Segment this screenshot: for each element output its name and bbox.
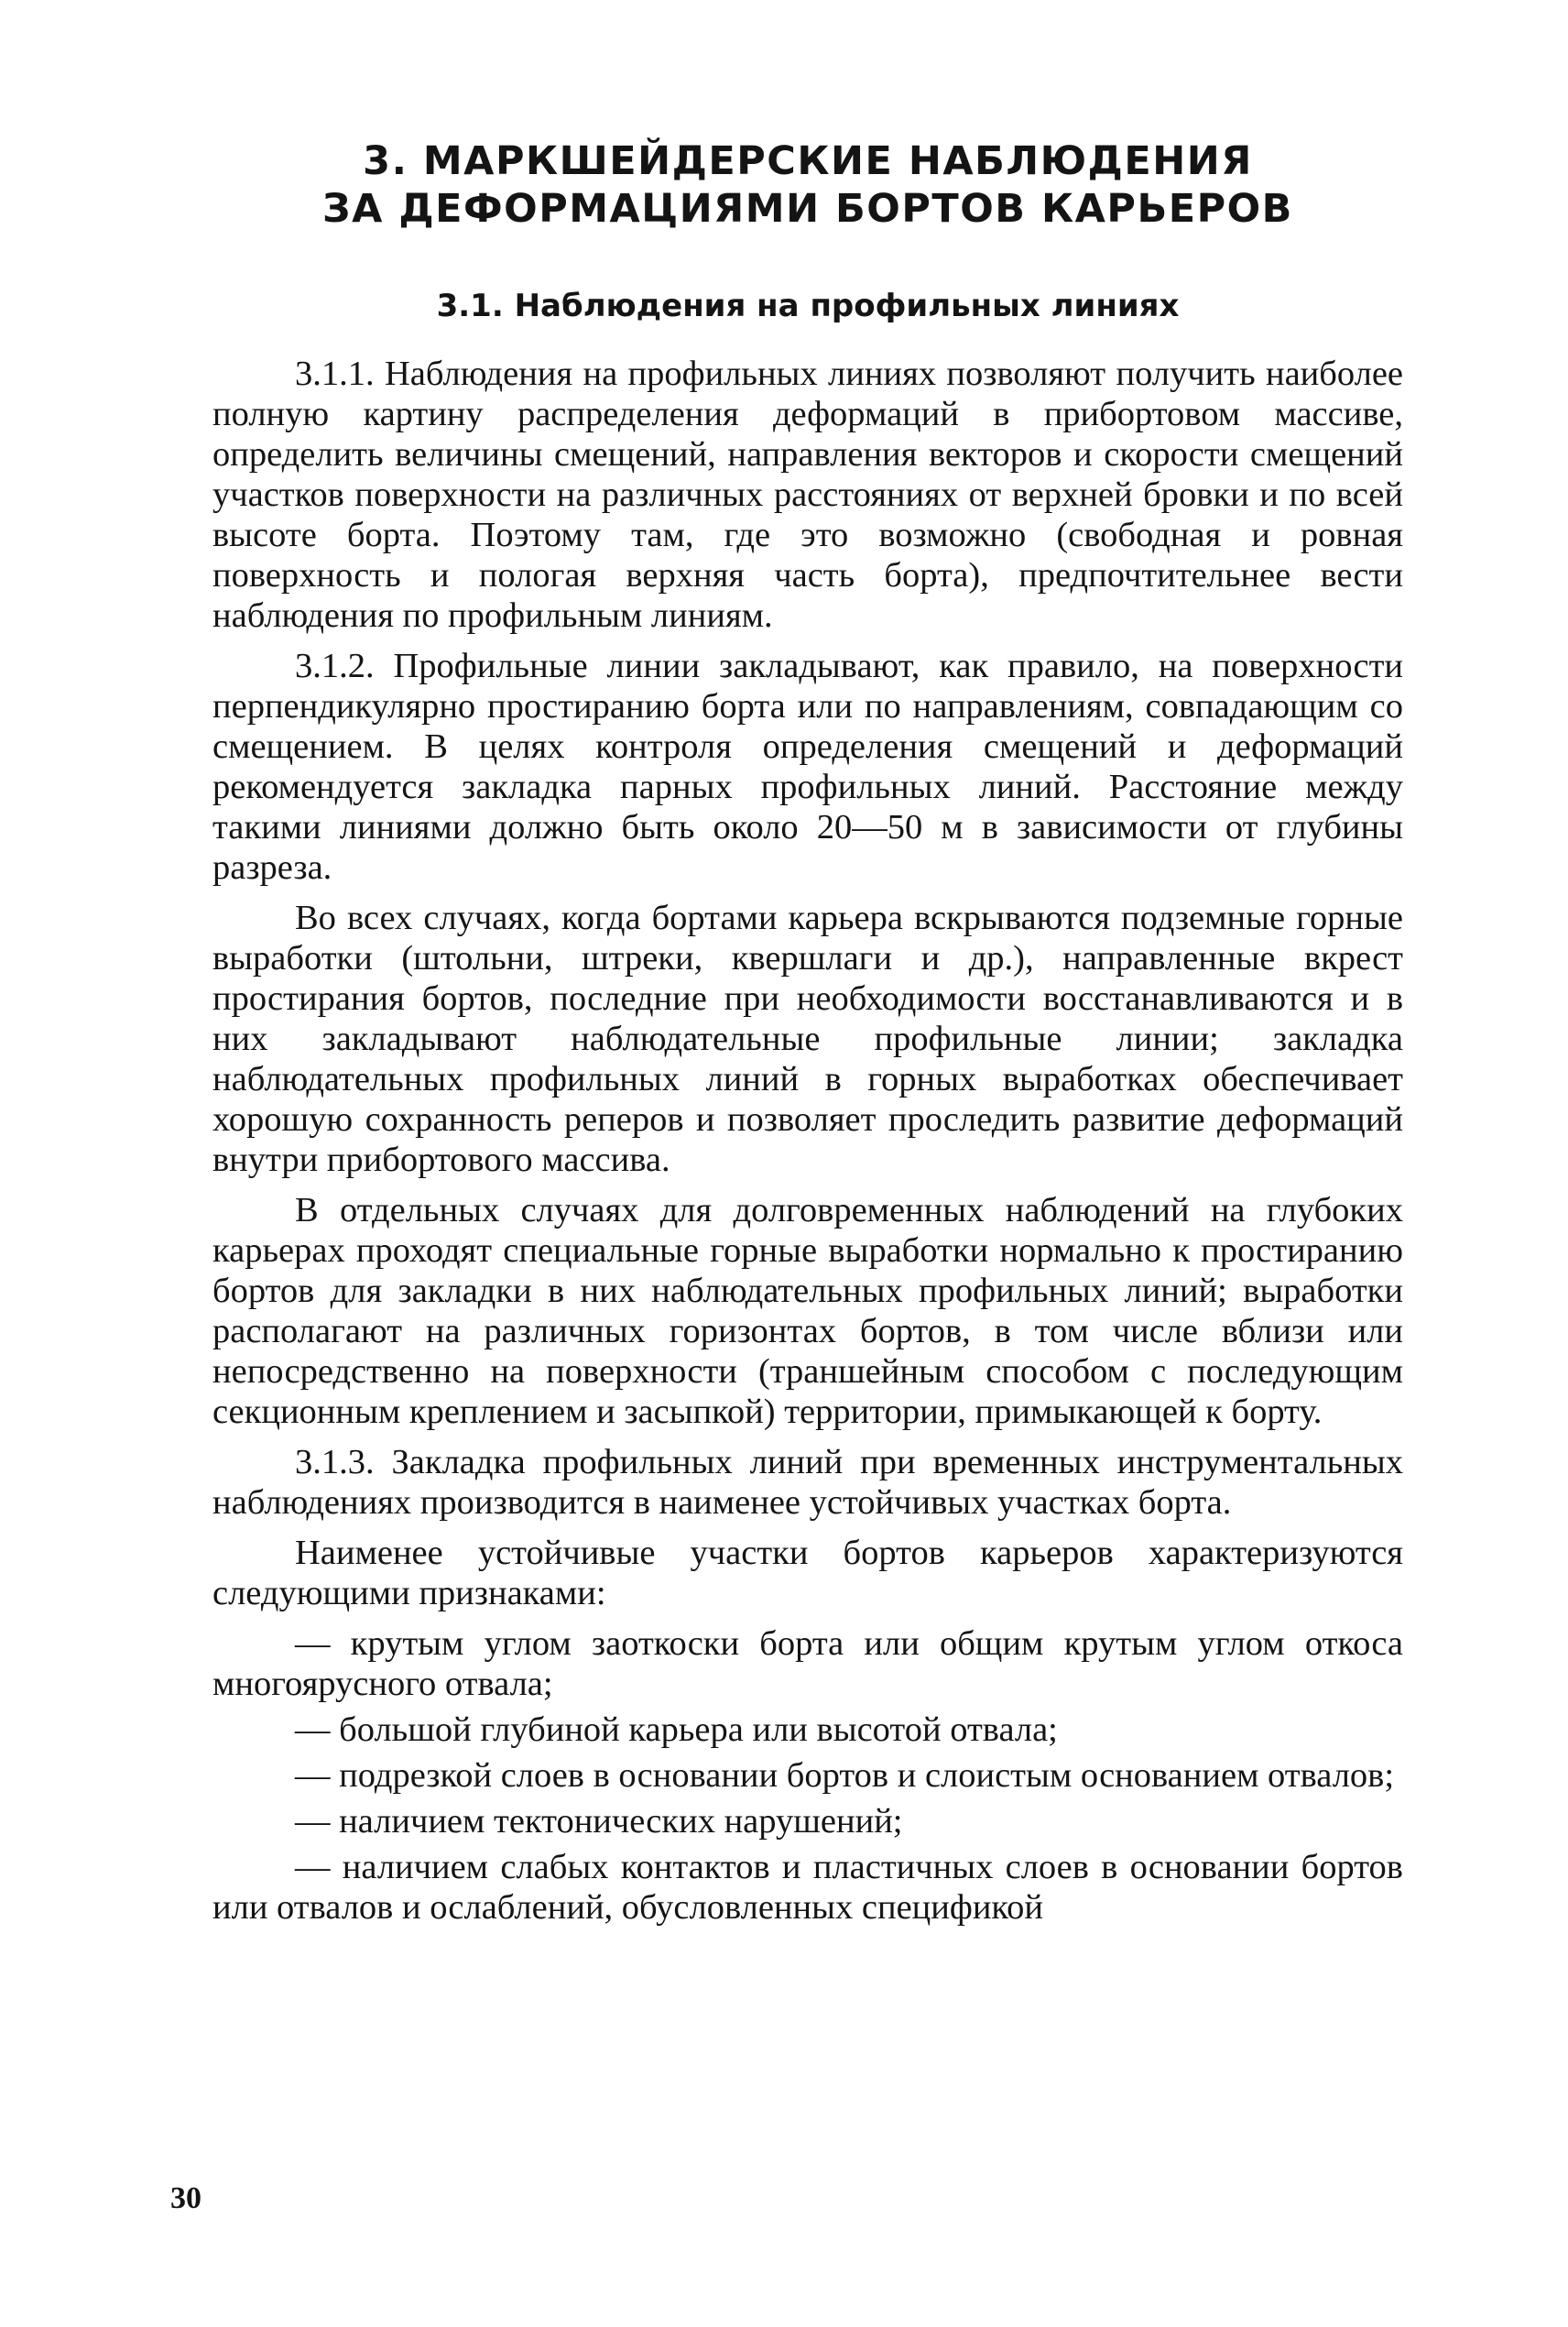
chapter-title [212,137,1403,233]
page-content [212,137,1403,1933]
list-item: — наличием слабых контактов и пластичных слоев в основании бортов или отвалов и ослаблений, обусловленных спецификой [212,1848,1403,1927]
page-number: 30 [170,2181,201,2215]
chapter-title-line-1: 3. МАРКШЕЙДЕРСКИЕ НАБЛЮДЕНИЯ [363,138,1253,184]
paragraph-long-term-observations: В отдельных случаях для долговременных наблюдений на глубоких карьерах проходят специальные горные выработки нормально к простиранию бортов для закладки в них наблюдательных профильных линий; выработки располагают на различных горизонтах бортов, в том числе вблизи или непосредственно на поверхности (траншейным способом с последующим секционным креплением и засыпкой) территории, примыкающей к борту. [212,1191,1403,1431]
paragraph-underground-workings: Во всех случаях, когда бортами карьера вскрываются подземные горные выработки (штольни, штреки, квершлаги и др.), направленные вкрест простирания бортов, последние при необходимости восстанавливаются и в них закладывают наблюдательные профильные линии; закладка наблюдательных профильных линий в горных выработках обеспечивает хорошую сохранность реперов и позволяет проследить развитие деформаций внутри прибортового массива. [212,899,1403,1179]
paragraph-unstable-sections-intro: Наименее устойчивые участки бортов карьеров характеризуются следующими признаками: [212,1534,1403,1612]
list-item: — крутым углом заоткоски борта или общим крутым углом откоса многоярусного отвала; [212,1624,1403,1703]
list-item: — подрезкой слоев в основании бортов и слоистым основанием отвалов; [295,1756,1395,1795]
paragraph-3-1-2: 3.1.2. Профильные линии закладывают, как правило, на поверхности перпендикулярно простиранию борта или по направлениям, совпадающим со смещением. В целях контроля определения смещений и деформаций рекомендуется закладка парных профильных линий. Расстояние между такими линиями должно быть около 20—50 м в зависимости от глубины разреза. [212,647,1403,887]
list-item: — наличием тектонических нарушений; [295,1802,903,1841]
list-item: — большой глубиной карьера или высотой отвала; [295,1710,1058,1749]
section-title: 3.1. Наблюдения на профильных линиях [436,288,1180,324]
paragraph-3-1-1: 3.1.1. Наблюдения на профильных линиях позволяют получить наиболее полную картину распределения деформаций в прибортовом массиве, определить величины смещений, направления векторов и скорости смещений участков поверхности на различных расстояниях от верхней бровки и по всей высоте борта. Поэтому там, где это возможно (свободная и ровная поверхность и пологая верхняя часть борта), предпочтительнее вести наблюдения по профильным линиям. [212,355,1403,635]
chapter-title-line-2: ЗА ДЕФОРМАЦИЯМИ БОРТОВ КАРЬЕРОВ [322,186,1293,232]
paragraph-3-1-3: 3.1.3. Закладка профильных линий при временных инструментальных наблюдениях производится в наименее устойчивых участках борта. [212,1443,1403,1522]
